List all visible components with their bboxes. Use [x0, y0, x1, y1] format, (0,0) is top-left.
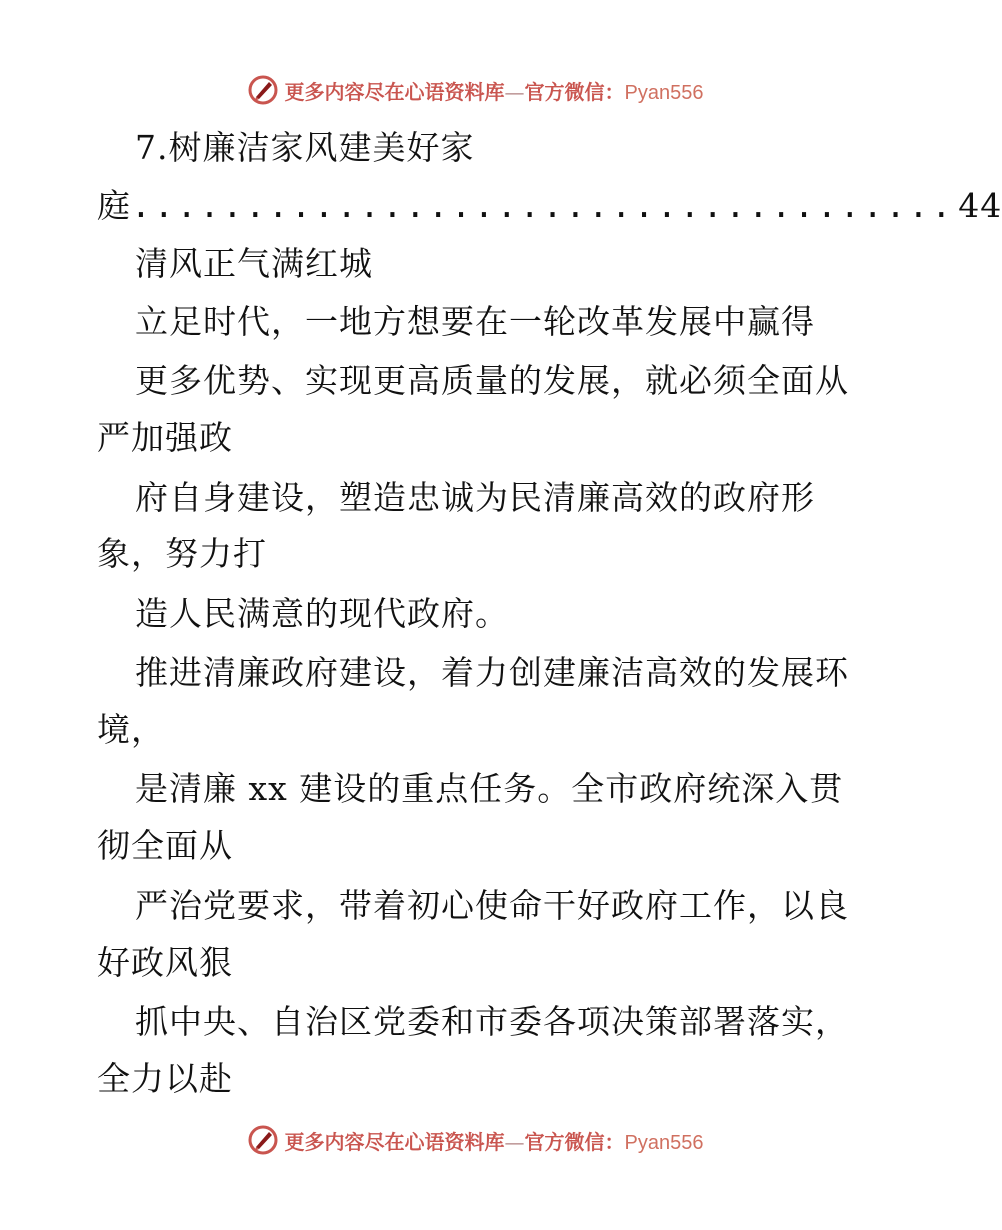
banner-wechat-id: Pyan556: [624, 1131, 704, 1154]
body-line: 象，努力打: [97, 534, 267, 573]
toc-leader-dots: ....................................: [131, 186, 955, 225]
toc-entry-line2: [97, 186, 1002, 226]
body-line: 严加强政: [97, 418, 233, 457]
toc-title-tail: 庭: [97, 186, 131, 225]
banner-title: 更多内容尽在心语资料库: [284, 79, 505, 104]
banner-wechat-id: Pyan556: [624, 81, 704, 104]
body-line: 境，: [97, 710, 165, 749]
banner-suffix: 官方微信：: [524, 1129, 625, 1154]
banner-separator: —: [504, 1129, 525, 1154]
body-line: 彻全面从: [97, 826, 233, 865]
banner-title: 更多内容尽在心语资料库: [284, 1129, 505, 1154]
body-line: 府自身建设，塑造忠诚为民清廉高效的政府形: [135, 478, 815, 517]
body-line: 清风正气满红城: [135, 244, 373, 283]
body-line: 造人民满意的现代政府。: [135, 594, 509, 633]
body-line: 推进清廉政府建设，着力创建廉洁高效的发展环: [135, 653, 849, 692]
banner-text: [285, 76, 704, 105]
body-line: 全力以赴: [97, 1059, 233, 1098]
pen-logo-icon: [247, 74, 279, 106]
banner-suffix: 官方微信：: [524, 79, 625, 104]
footer-banner: [0, 1120, 950, 1160]
pen-logo-icon: [247, 1124, 279, 1156]
body-line: 立足时代，一地方想要在一轮改革发展中赢得: [135, 302, 815, 341]
body-line: 是清廉 xx 建设的重点任务。全市政府统深入贯: [135, 769, 844, 808]
toc-page-number: 44: [958, 186, 1002, 225]
toc-entry-line1: 7.树廉洁家风建美好家: [135, 128, 475, 167]
banner-separator: —: [504, 79, 525, 104]
header-banner: [0, 70, 950, 110]
body-line: 严治党要求，带着初心使命干好政府工作，以良: [135, 886, 849, 925]
body-line: 抓中央、自治区党委和市委各项决策部署落实，: [135, 1002, 849, 1041]
body-line: 更多优势、实现更高质量的发展，就必须全面从: [135, 361, 849, 400]
body-line: 好政风狠: [97, 943, 233, 982]
banner-text: [285, 1126, 704, 1155]
